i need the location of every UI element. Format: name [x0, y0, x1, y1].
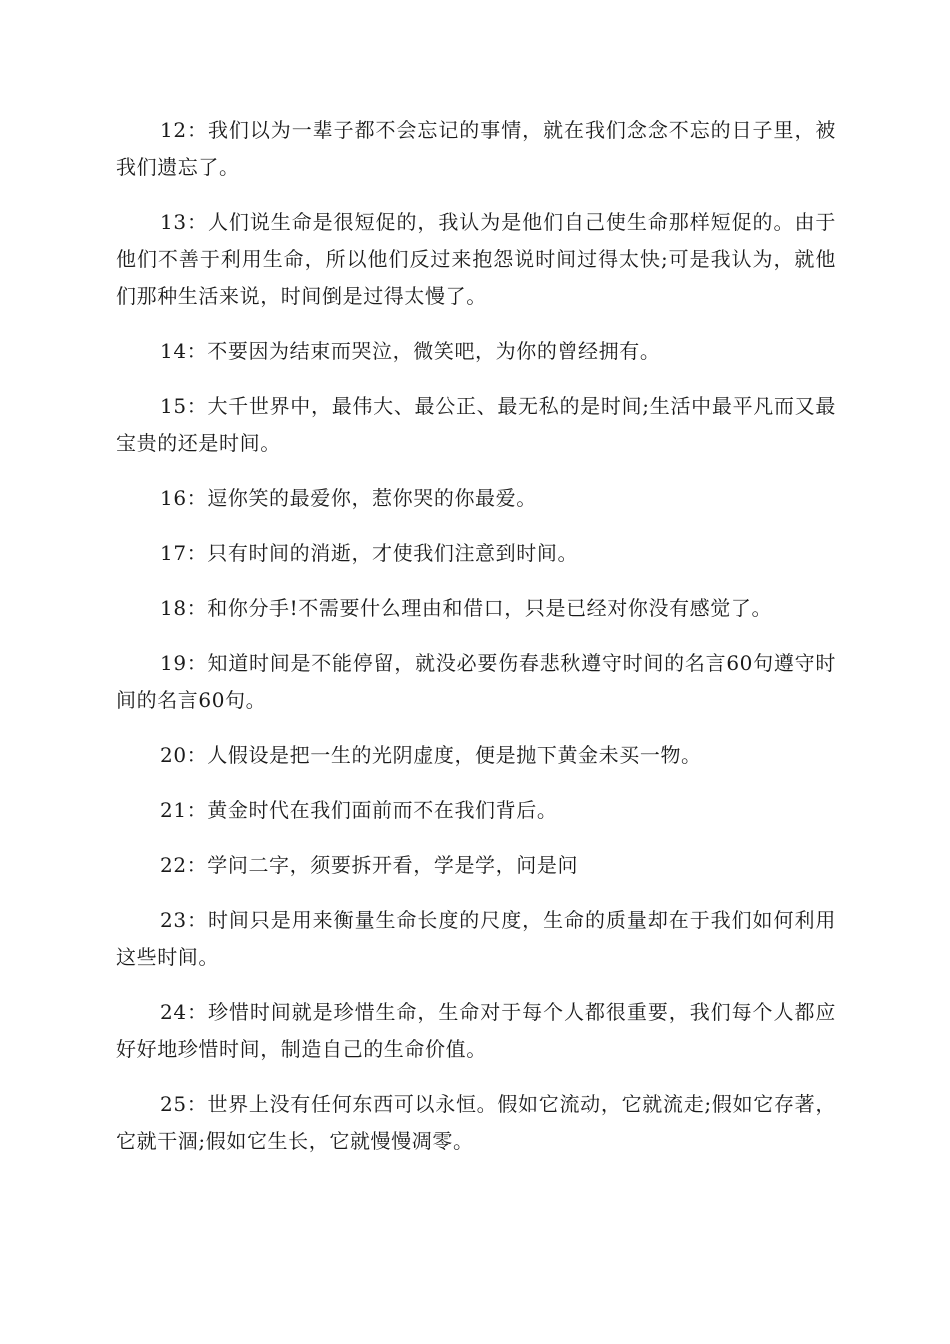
quote-paragraph-18: 18：和你分手!不需要什么理由和借口，只是已经对你没有感觉了。: [160, 596, 773, 620]
quote-paragraph-23: 23：时间只是用来衡量生命长度的尺度，生命的质量却在于我们如何利用这些时间。: [116, 908, 836, 969]
quote-paragraph-24: 24：珍惜时间就是珍惜生命，生命对于每个人都很重要，我们每个人都应好好地珍惜时间，制造自己的生命价值。: [116, 1000, 836, 1061]
document-page: [116, 112, 836, 1178]
quote-paragraph-17: 17：只有时间的消逝，才使我们注意到时间。: [160, 541, 579, 565]
quote-paragraph-15: 15：大千世界中，最伟大、最公正、最无私的是时间;生活中最平凡而又最宝贵的还是时间。: [116, 394, 836, 455]
quote-paragraph-19: 19：知道时间是不能停留，就没必要伤春悲秋遵守时间的名言60句遵守时间的名言60句。: [116, 651, 836, 712]
quote-paragraph-25: 25：世界上没有任何东西可以永恒。假如它流动，它就流走;假如它存著，它就干涸;假如它生长，它就慢慢凋零。: [116, 1092, 836, 1153]
quote-paragraph-14: 14：不要因为结束而哭泣，微笑吧，为你的曾经拥有。: [160, 339, 661, 363]
quote-paragraph-20: 20：人假设是把一生的光阴虚度，便是抛下黄金未买一物。: [160, 743, 702, 767]
quote-paragraph-22: 22：学问二字，须要拆开看，学是学，问是问: [160, 853, 579, 877]
quote-paragraph-12: 12：我们以为一辈子都不会忘记的事情，就在我们念念不忘的日子里，被我们遗忘了。: [116, 118, 836, 179]
quote-paragraph-13: 13：人们说生命是很短促的，我认为是他们自己使生命那样短促的。由于他们不善于利用生命，所以他们反过来抱怨说时间过得太快;可是我认为，就他们那种生活来说，时间倒是过得太慢了。: [116, 210, 836, 308]
quote-paragraph-21: 21：黄金时代在我们面前而不在我们背后。: [160, 798, 558, 822]
quote-paragraph-16: 16：逗你笑的最爱你，惹你哭的你最爱。: [160, 486, 537, 510]
